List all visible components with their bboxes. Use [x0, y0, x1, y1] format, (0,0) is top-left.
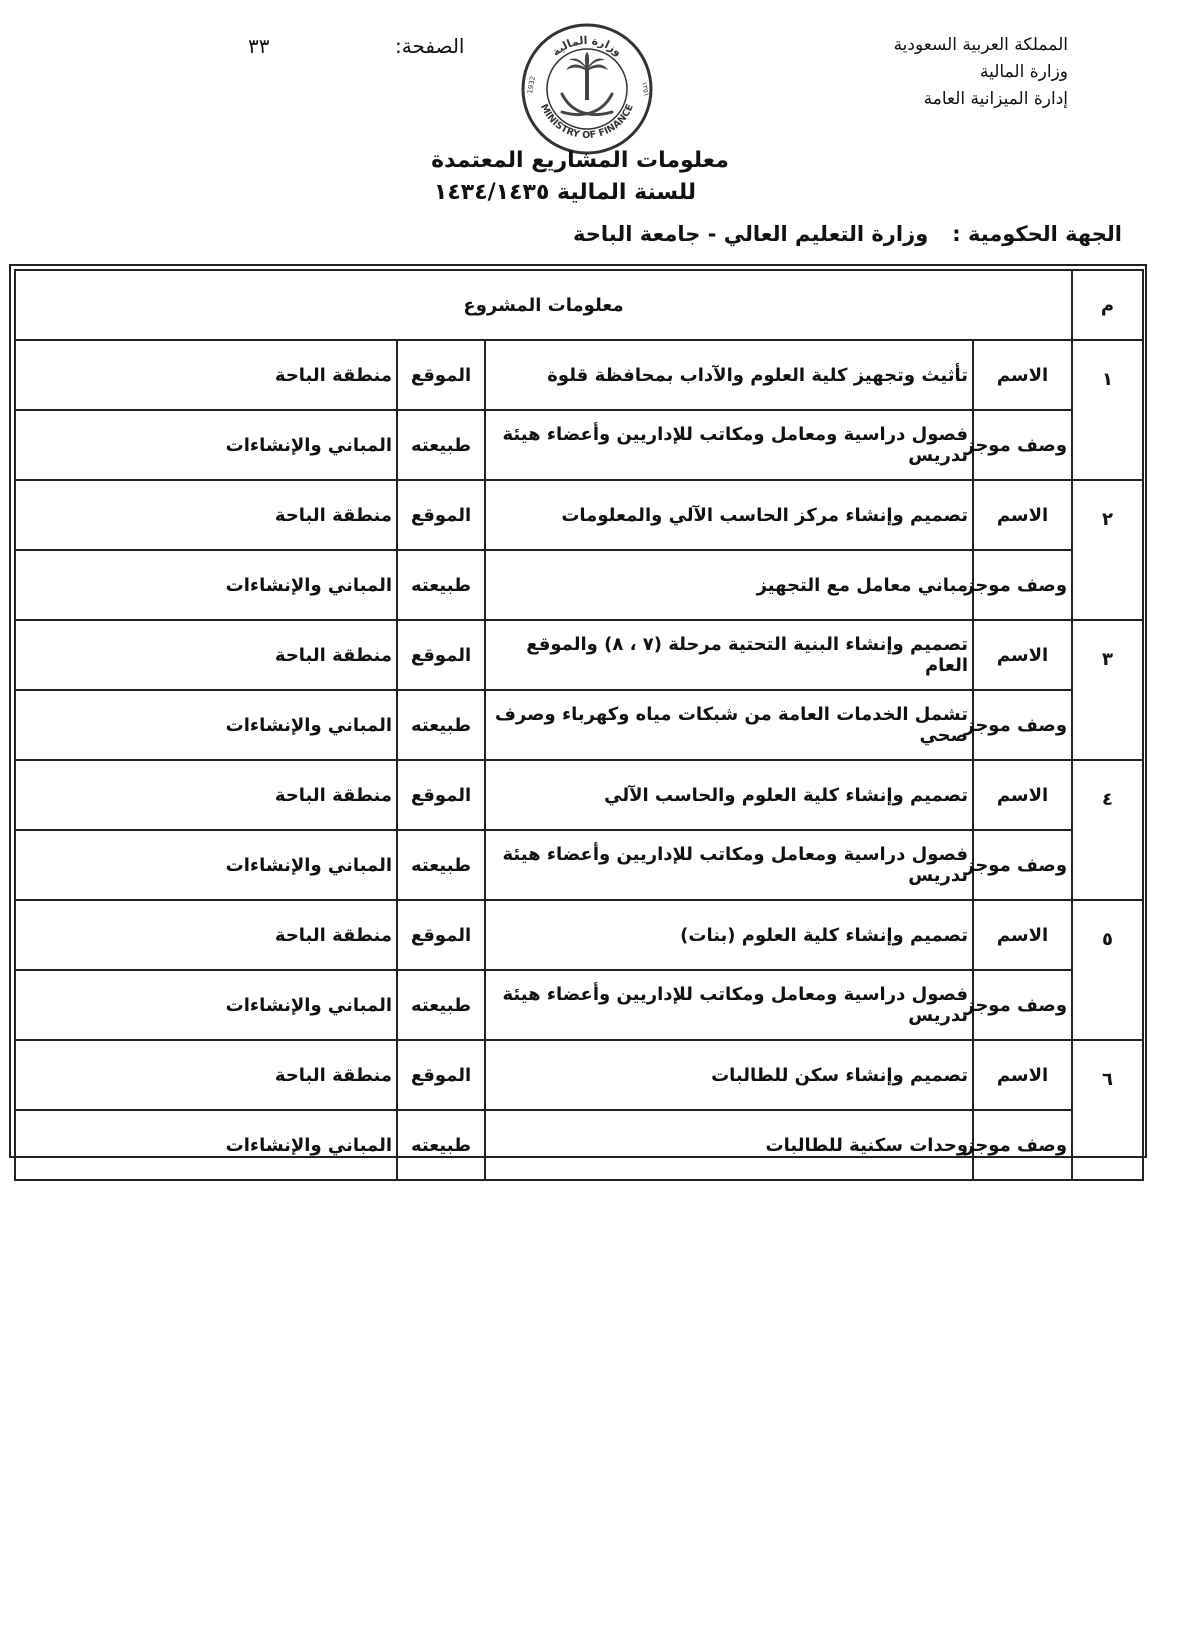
name-label: الاسم [973, 760, 1072, 830]
svg-text:1932: 1932 [526, 75, 538, 95]
entity-value: وزارة التعليم العالي - جامعة الباحة [573, 222, 929, 246]
project-nature: المباني والإنشاءات [15, 970, 397, 1040]
description-label: وصف موجز [973, 970, 1072, 1040]
row-index: ٦ [1072, 1040, 1143, 1180]
project-location: منطقة الباحة [15, 480, 397, 550]
row-index: ٢ [1072, 480, 1143, 620]
table-row [15, 550, 1143, 620]
department-name: إدارة الميزانية العامة [923, 89, 1068, 109]
project-nature: المباني والإنشاءات [15, 550, 397, 620]
fiscal-year: للسنة المالية ١٤٣٤/١٤٣٥ [433, 180, 697, 205]
nature-label: طبيعته [397, 830, 485, 900]
table-row [15, 690, 1143, 760]
table-row [15, 1040, 1143, 1110]
entity-label: الجهة الحكومية : [952, 222, 1122, 246]
location-label: الموقع [397, 620, 485, 690]
project-name: تصميم وإنشاء البنية التحتية مرحلة (٧ ، ٨) والموقع العام [485, 620, 973, 690]
project-nature: المباني والإنشاءات [15, 830, 397, 900]
project-location: منطقة الباحة [15, 760, 397, 830]
table-row [15, 480, 1143, 550]
letterhead [808, 32, 1068, 113]
project-location: منطقة الباحة [15, 900, 397, 970]
location-label: الموقع [397, 1040, 485, 1110]
table-row [15, 410, 1143, 480]
row-index: ٣ [1072, 620, 1143, 760]
row-index: ٤ [1072, 760, 1143, 900]
government-entity [573, 222, 1122, 246]
col-info-header: معلومات المشروع [15, 270, 1072, 340]
svg-text:١٣٥١: ١٣٥١ [640, 80, 651, 98]
project-location: منطقة الباحة [15, 1040, 397, 1110]
nature-label: طبيعته [397, 970, 485, 1040]
project-nature: المباني والإنشاءات [15, 690, 397, 760]
project-name: تصميم وإنشاء مركز الحاسب الآلي والمعلومات [485, 480, 973, 550]
project-name: تصميم وإنشاء كلية العلوم والحاسب الآلي [485, 760, 973, 830]
project-description: تشمل الخدمات العامة من شبكات مياه وكهرباء وصرف صحي [485, 690, 973, 760]
project-description: فصول دراسية ومعامل ومكاتب للإداريين وأعضاء هيئة تدريس [485, 830, 973, 900]
project-location: منطقة الباحة [15, 620, 397, 690]
project-name: تصميم وإنشاء سكن للطالبات [485, 1040, 973, 1110]
nature-label: طبيعته [397, 550, 485, 620]
projects-table [14, 269, 1144, 1181]
nature-label: طبيعته [397, 690, 485, 760]
nature-label: طبيعته [397, 410, 485, 480]
location-label: الموقع [397, 340, 485, 410]
name-label: الاسم [973, 1040, 1072, 1110]
name-label: الاسم [973, 480, 1072, 550]
description-label: وصف موجز [973, 410, 1072, 480]
table-row [15, 900, 1143, 970]
table-row [15, 620, 1143, 690]
project-description: مباني معامل مع التجهيز [485, 550, 973, 620]
location-label: الموقع [397, 480, 485, 550]
name-label: الاسم [973, 620, 1072, 690]
name-label: الاسم [973, 900, 1072, 970]
ministry-name: وزارة المالية [980, 62, 1068, 82]
location-label: الموقع [397, 760, 485, 830]
page-label: الصفحة: [395, 34, 465, 58]
name-label: الاسم [973, 340, 1072, 410]
location-label: الموقع [397, 900, 485, 970]
project-location: منطقة الباحة [15, 340, 397, 410]
table-row [15, 340, 1143, 410]
country-name: المملكة العربية السعودية [893, 35, 1068, 55]
document-title: معلومات المشاريع المعتمدة [431, 148, 729, 173]
svg-text:MINISTRY OF FINANCE: MINISTRY OF FINANCE [538, 102, 636, 142]
ministry-seal-logo [520, 22, 654, 156]
project-description: فصول دراسية ومعامل ومكاتب للإداريين وأعضاء هيئة تدريس [485, 410, 973, 480]
table-row [15, 970, 1143, 1040]
project-name: تصميم وإنشاء كلية العلوم (بنات) [485, 900, 973, 970]
page-number: ٣٣ [248, 34, 270, 58]
table-row [15, 760, 1143, 830]
project-description: وحدات سكنية للطالبات [485, 1110, 973, 1180]
table-row [15, 830, 1143, 900]
description-label: وصف موجز [973, 690, 1072, 760]
project-nature: المباني والإنشاءات [15, 1110, 397, 1180]
table-header-row [15, 270, 1143, 340]
description-label: وصف موجز [973, 550, 1072, 620]
nature-label: طبيعته [397, 1110, 485, 1180]
description-label: وصف موجز [973, 830, 1072, 900]
table-row [15, 1110, 1143, 1180]
row-index: ١ [1072, 340, 1143, 480]
project-name: تأثيث وتجهيز كلية العلوم والآداب بمحافظة قلوة [485, 340, 973, 410]
row-index: ٥ [1072, 900, 1143, 1040]
description-label: وصف موجز [973, 1110, 1072, 1180]
palm-icon [566, 52, 608, 100]
project-description: فصول دراسية ومعامل ومكاتب للإداريين وأعضاء هيئة تدريس [485, 970, 973, 1040]
svg-text:وزارة المالية: وزارة المالية [549, 33, 625, 59]
col-index-header: م [1072, 270, 1143, 340]
project-nature: المباني والإنشاءات [15, 410, 397, 480]
